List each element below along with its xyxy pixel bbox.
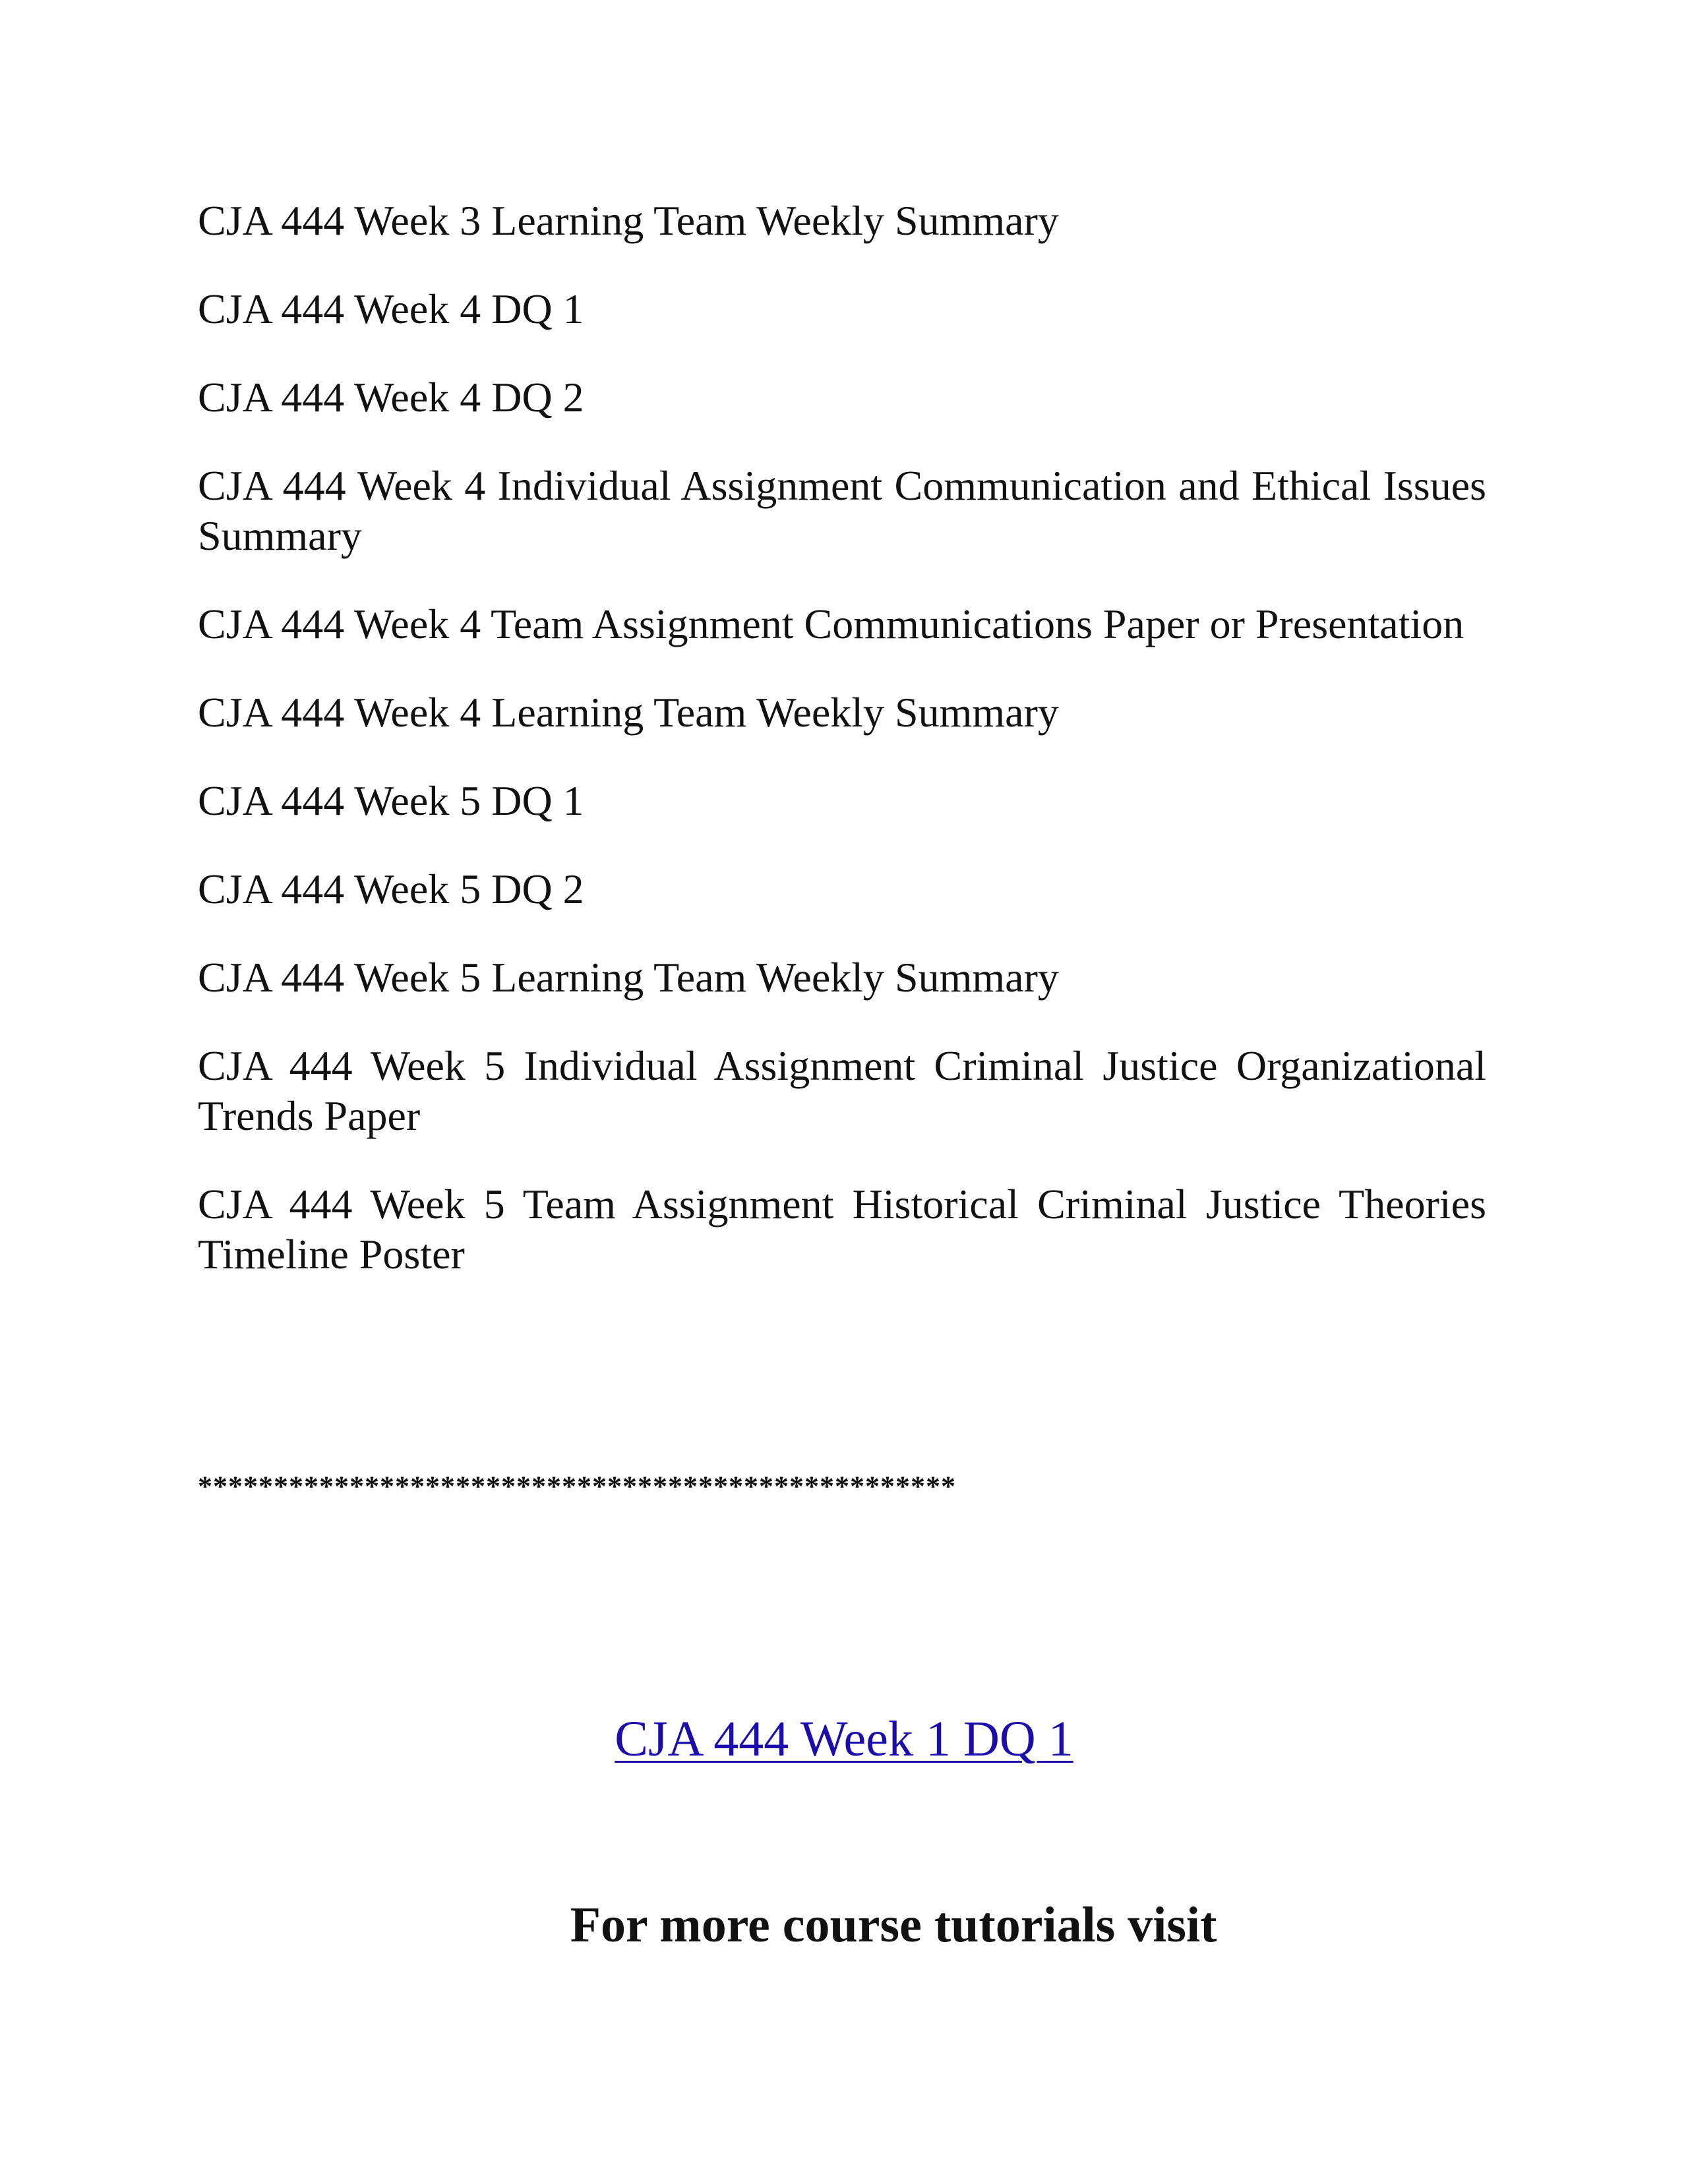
list-item: CJA 444 Week 4 Individual Assignment Communication and Ethical Issues Summary bbox=[198, 462, 1486, 559]
course-item-list bbox=[198, 196, 1486, 1318]
list-item: CJA 444 Week 4 Learning Team Weekly Summary bbox=[198, 689, 1059, 736]
list-item: CJA 444 Week 5 DQ 1 bbox=[198, 777, 584, 824]
list-item: CJA 444 Week 5 DQ 2 bbox=[198, 866, 584, 912]
list-item: CJA 444 Week 5 Learning Team Weekly Summary bbox=[198, 954, 1059, 1001]
list-item: CJA 444 Week 4 DQ 2 bbox=[198, 374, 584, 421]
list-item: CJA 444 Week 4 Team Assignment Communications Paper or Presentation bbox=[198, 601, 1464, 647]
asterisk-divider: ************************************************** bbox=[198, 1470, 956, 1502]
list-item: CJA 444 Week 5 Individual Assignment Criminal Justice Organizational Trends Paper bbox=[198, 1042, 1486, 1139]
list-item: CJA 444 Week 4 DQ 1 bbox=[198, 285, 584, 332]
list-item: CJA 444 Week 3 Learning Team Weekly Summary bbox=[198, 197, 1059, 244]
list-item: CJA 444 Week 5 Team Assignment Historical Criminal Justice Theories Timeline Poster bbox=[198, 1181, 1486, 1278]
course-link[interactable]: CJA 444 Week 1 DQ 1 bbox=[615, 1711, 1073, 1767]
footer-heading: For more course tutorials visit bbox=[570, 1897, 1217, 1953]
